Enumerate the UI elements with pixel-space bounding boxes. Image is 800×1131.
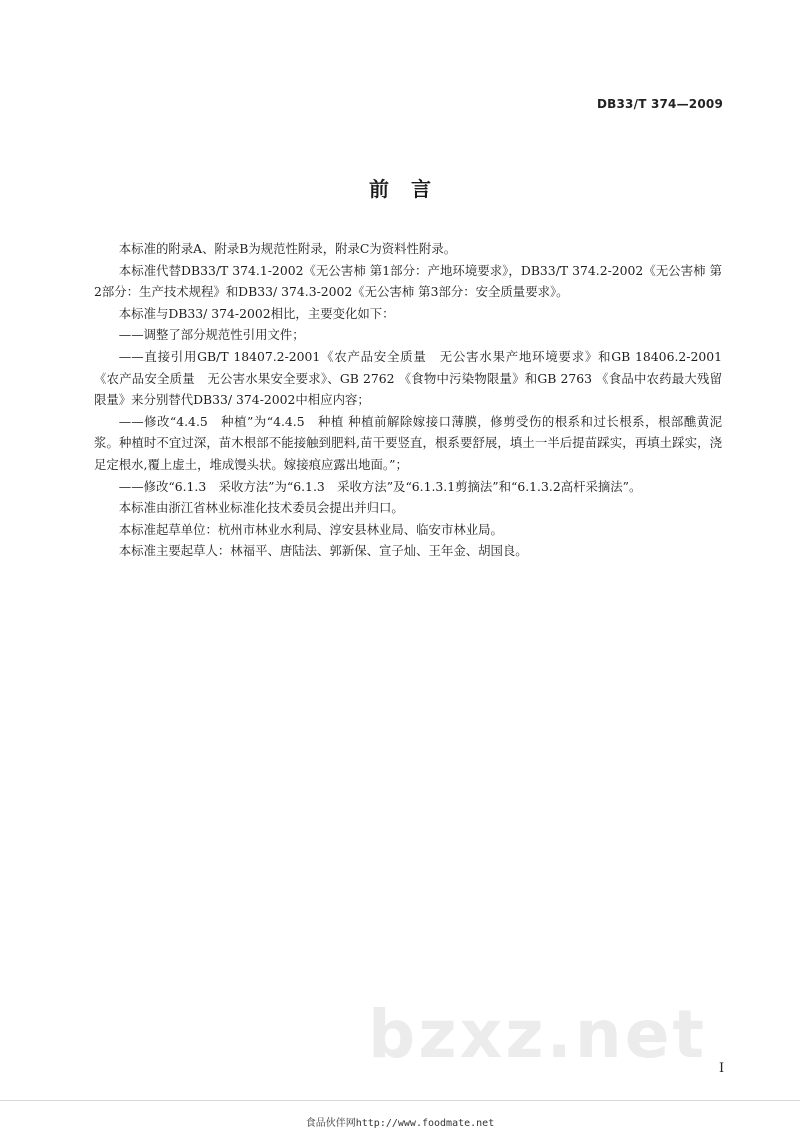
- paragraph-proposer: 本标准由浙江省林业标准化技术委员会提出并归口。: [118, 500, 404, 516]
- paragraph-change-item: ——调整了部分规范性引用文件；: [118, 327, 305, 343]
- paragraph-drafting-units: 本标准起草单位：杭州市林业水利局、淳安县林业局、临安市林业局。: [118, 521, 503, 537]
- paragraph-drafters: 本标准主要起草人：林福平、唐陆法、郭新保、宣子灿、王年金、胡国良。: [118, 543, 528, 559]
- paragraph-appendix-note: 本标准的附录A、附录B为规范性附录，附录C为资料性附录。: [118, 241, 457, 256]
- document-code: DB33/T 374—2009: [597, 97, 723, 111]
- paragraph-replaces: 本标准代替DB33/T 374.1-2002《无公害柿 第1部分：产地环境要求》，DB33/T 374.2-2002《无公害柿 第2部分：生产技术规程》和DB33/ 374.3-2002《无公害柿 第3部分：安全质量要求》。: [94, 262, 722, 300]
- watermark: bzxz.net: [368, 996, 708, 1073]
- document-body: [94, 238, 722, 562]
- page-title: 前言: [369, 177, 453, 201]
- paragraph-changes-intro: 本标准与DB33/ 374-2002相比，主要变化如下：: [118, 305, 395, 321]
- footer-divider: [0, 1100, 800, 1101]
- paragraph-change-item: ——直接引用GB/T 18407.2-2001《农产品安全质量 无公害水果产地环境要求》和GB 18406.2-2001《农产品安全质量 无公害水果安全要求》、GB 2762 《食物中污染物限量》和GB 2763 《食品中农药最大残留限量》来分别替代DB33/ 374-2002中相应内容；: [94, 348, 722, 408]
- paragraph-change-item: ——修改“6.1.3 采收方法”为“6.1.3 采收方法”及“6.1.3.1剪摘法”和“6.1.3.2高杆采摘法”。: [118, 478, 642, 494]
- page-number: I: [719, 1061, 725, 1076]
- paragraph-change-item: ——修改“4.4.5 种植”为“4.4.5 种植 种植前解除嫁接口薄膜，修剪受伤的根系和过长根系，根部醮黄泥浆。种植时不宜过深，苗木根部不能接触到肥料,苗干要竖直，根系要舒展，填土一半后提苗踩实，再填土踩实，浇足定根水,覆上虚土，堆成馒头状。嫁接痕应露出地面。”；: [94, 413, 722, 472]
- footer-source-link[interactable]: 食品伙伴网http://www.foodmate.net: [305, 1118, 495, 1129]
